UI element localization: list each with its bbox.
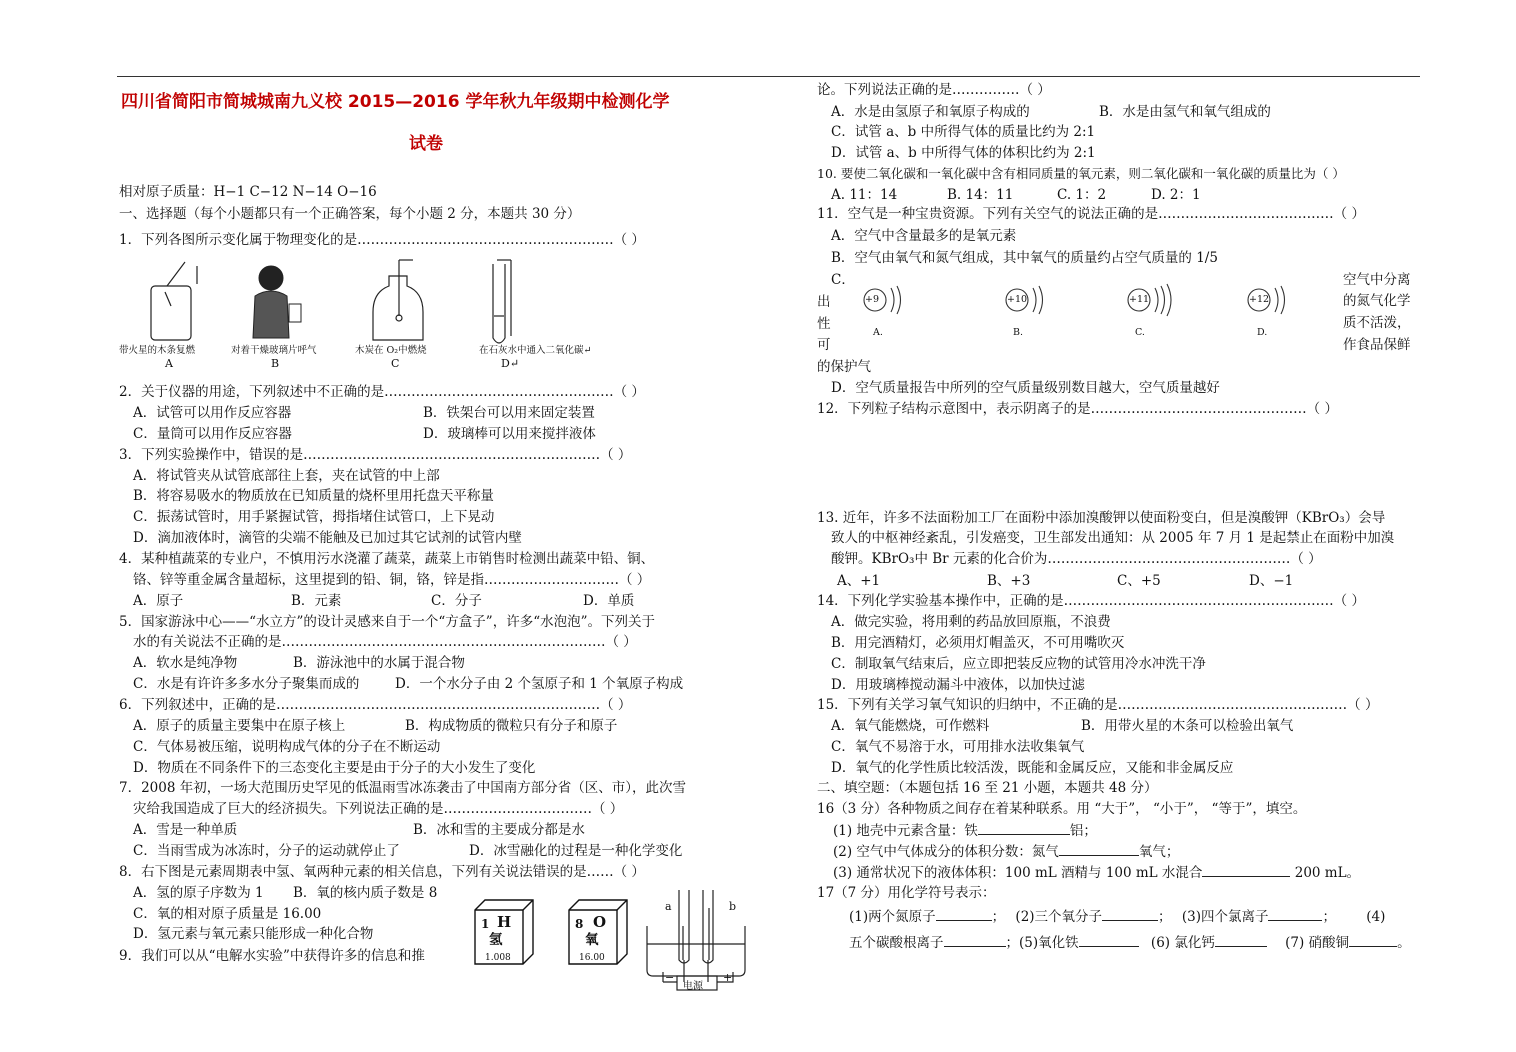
q8-option-c: C．氧的相对原子质量是 16.00 (133, 906, 322, 922)
q11-option-c-right-3: 质不活泼， (1343, 315, 1411, 331)
q3-option-c: C．振荡试管时，用手紧握试管，拇指堵住试管口，上下晃动 (133, 509, 495, 525)
q8-option-a: A．氢的原子序数为 1 (133, 885, 264, 901)
q14-option-c: C．制取氧气结束后，应立即把装反应物的试管用冷水冲洗干净 (831, 656, 1206, 672)
q17-item-6: (6) 氯化钙 (1150, 935, 1215, 951)
q4-option-a: A．原子 (133, 593, 184, 609)
q17-blank-6[interactable] (1215, 934, 1267, 947)
q16-item-3-text: (3) 通常状况下的液体体积：100 mL 酒精与 100 mL 水混合 (833, 865, 1203, 881)
question-11: 11．空气是一种宝贵资源。下列有关空气的说法正确的是…………………………………（ ） (817, 206, 1365, 222)
q11-option-c-left-2: 性 (817, 316, 831, 332)
q13-option-d: D、−1 (1249, 573, 1294, 589)
q11-option-c-right-2: 的氮气化学 (1343, 293, 1411, 309)
q3-option-d: D．滴加液体时，滴管的尖端不能触及已加过其它试剂的试管内壁 (133, 530, 522, 546)
question-12: 12．下列粒子结构示意图中，表示阴离子的是…………………………………………（ ） (817, 401, 1338, 417)
q15-option-c: C．氧气不易溶于水，可用排水法收集氧气 (831, 739, 1085, 755)
q6-option-c: C．气体易被压缩，说明构成气体的分子在不断运动 (133, 739, 441, 755)
q12-particle-diagrams (857, 280, 1307, 342)
question-13-line1: 13. 近年，许多不法面粉加工厂在面粉中添加溴酸钾以使面粉变白，但是溴酸钾（KBrO₃）会导 (817, 510, 1386, 526)
particle-a-label: A. (873, 327, 883, 338)
q7-option-a: A．雪是一种单质 (133, 822, 238, 838)
question-15: 15．下列有关学习氧气知识的归纳中，不正确的是……………………………………………（ ） (817, 697, 1379, 713)
particle-c-label: C. (1135, 327, 1145, 338)
q2-option-d: D．玻璃棒可以用来搅拌液体 (423, 426, 596, 442)
q17-line-2 (849, 934, 1411, 951)
q11-option-b: B．空气由氧气和氮气组成，其中氧气的质量约占空气质量的 1/5 (831, 250, 1218, 266)
o-mass: 16.00 (579, 953, 605, 963)
question-4-line1: 4．某种植蔬菜的专业户，不慎用污水浇灌了蔬菜，蔬菜上市销售时检测出蔬菜中铅、铜、 (119, 551, 655, 567)
page-title-line2: 试卷 (409, 134, 443, 154)
q11-option-c-left-1: 出 (817, 294, 831, 310)
question-10: 10. 要使二氧化碳和一氧化碳中含有相同质量的氧元素，则二氧化碳和一氧化碳的质量比为（ ） (817, 166, 1345, 181)
q5-option-b: B．游泳池中的水属于混合物 (293, 655, 465, 671)
q3-option-b: B．将容易吸水的物质放在已知质量的烧杯里用托盘天平称量 (133, 488, 494, 504)
q15-option-a: A．氧气能燃烧，可作燃料 (831, 718, 990, 734)
particle-a-nucleus: +9 (865, 294, 880, 305)
q14-option-a: A．做完实验，将用剩的药品放回原瓶，不浪费 (831, 614, 1111, 630)
power-plus: + (723, 971, 733, 984)
question-3: 3．下列实验操作中，错误的是…………………………………………………………（ ） (119, 447, 632, 463)
q17-blank-2[interactable] (1102, 908, 1158, 921)
q2-option-c: C．量筒可以用作反应容器 (133, 426, 292, 442)
q2-option-b: B．铁架台可以用来固定装置 (423, 405, 595, 421)
tube-a-label: a (665, 900, 672, 913)
q13-option-a: A、+1 (837, 573, 881, 589)
q17-blank-4[interactable] (944, 934, 1006, 947)
question-14: 14．下列化学实验基本操作中，正确的是……………………………………………………（ ） (817, 593, 1365, 609)
section-1-heading: 一、选择题（每个小题都只有一个正确答案，每个小题 2 分，本题共 30 分） (119, 206, 581, 222)
power-label: 电源 (683, 981, 703, 992)
q11-option-c-right-1: 空气中分离 (1343, 272, 1411, 288)
question-9-cont: 论。下列说法正确的是……………（ ） (817, 82, 1051, 98)
q17-item-2: (2)三个氧分子 (1015, 909, 1103, 925)
q6-option-a: A．原子的质量主要集中在原子核上 (133, 718, 346, 734)
q17-blank-3[interactable] (1268, 908, 1322, 921)
q16-blank-2[interactable] (1059, 843, 1139, 856)
q17-item-4b: 五个碳酸根离子 (849, 935, 944, 951)
q8-option-b: B．氧的核内质子数是 8 (293, 885, 438, 901)
q16-item-2 (833, 843, 1179, 860)
q4-option-c: C．分子 (431, 593, 482, 609)
q14-option-d: D．用玻璃棒搅动漏斗中液体，以加快过滤 (831, 677, 1085, 693)
q14-option-b: B．用完酒精灯，必须用灯帽盖灭，不可用嘴吹灭 (831, 635, 1125, 651)
q1-caption-b: 对着干燥玻璃片呼气 (231, 345, 317, 356)
q1-label-c: C (391, 357, 400, 370)
q10-option-a: A. 11：14 (831, 187, 898, 203)
h-name: 氢 (489, 932, 503, 948)
particle-c-nucleus: +11 (1129, 294, 1150, 305)
q17-item-5: (5)氧化铁 (1019, 935, 1079, 951)
q17-sep-1: ； (991, 909, 1006, 925)
q13-option-b: B、+3 (987, 573, 1031, 589)
power-minus: − (665, 971, 675, 984)
q1-label-b: B (271, 357, 280, 370)
o-name: 氧 (585, 932, 599, 948)
question-2: 2．关于仪器的用途，下列叙述中不正确的是……………………………………………（ ） (119, 384, 645, 400)
q11-option-d: D．空气质量报告中所列的空气质量级别数目越大，空气质量越好 (831, 380, 1220, 396)
q5-option-a: A．软水是纯净物 (133, 655, 238, 671)
q6-option-d: D．物质在不同条件下的三态变化主要是由于分子的大小发生了变化 (133, 760, 536, 776)
q16-item-3-end: 200 mL。 (1294, 865, 1361, 881)
question-16: 16（3 分）各种物质之间存在着某种联系。用 “大于”， “小于”， “等于”，填空。 (817, 801, 1307, 817)
q5-option-c: C．水是有许许多多水分子聚集而成的 (133, 676, 360, 692)
q9-option-d: D．试管 a、b 中所得气体的体积比约为 2:1 (831, 145, 1096, 161)
q16-blank-1[interactable] (978, 822, 1070, 835)
question-9: 9．我们可以从“电解水实验”中获得许多的信息和推 (119, 948, 425, 964)
q7-option-c: C．当雨雪成为冰冻时，分子的运动就停止了 (133, 843, 400, 859)
question-13-line2: 致人的中枢神经紊乱，引发癌变，卫生部发出通知：从 2005 年 7 月 1 是起禁止在面粉中加溴 (831, 530, 1395, 546)
q3-option-a: A．将试管夹从试管底部往上套，夹在试管的中上部 (133, 468, 440, 484)
question-6: 6．下列叙述中，正确的是………………………………………………………………（ ） (119, 697, 632, 713)
q1-label-d: D↵ (501, 357, 520, 370)
q17-sep-2: ； (1158, 909, 1172, 925)
question-8: 8．右下图是元素周期表中氢、氧两种元素的相关信息，下列有关说法错误的是……（ ） (119, 864, 645, 880)
q1-caption-c: 木炭在 O₂中燃烧 (355, 345, 427, 356)
question-7-line2: 灾给我国造成了巨大的经济损失。下列说法正确的是……………………………（ ） (133, 801, 624, 817)
q16-item-3 (833, 864, 1360, 881)
q13-option-c: C、+5 (1117, 573, 1161, 589)
o-atomic-number: 8 (575, 917, 584, 931)
q4-option-b: B．元素 (291, 593, 342, 609)
q9-option-b: B．水是由氢气和氧气组成的 (1099, 104, 1271, 120)
question-4-line2: 铬、锌等重金属含量超标，这里提到的铅、铜，铬，锌是指…………………………（ ） (133, 572, 651, 588)
question-1: 1．下列各图所示变化属于物理变化的是…………………………………………………（ ） (119, 232, 645, 248)
q2-option-a: A．试管可以用作反应容器 (133, 405, 292, 421)
q17-item-4: (4) (1366, 909, 1386, 925)
q1-label-a: A (165, 357, 173, 370)
q9-option-c: C．试管 a、b 中所得气体的质量比约为 2:1 (831, 124, 1096, 140)
h-symbol: H (497, 913, 512, 931)
q11-option-a: A．空气中含量最多的是氧元素 (831, 228, 1017, 244)
tube-b-label: b (729, 900, 737, 913)
question-5-line1: 5．国家游泳中心——“水立方”的设计灵感来自于一个“方盒子”，许多“水泡泡”。下列关于 (119, 614, 655, 630)
q16-item-1 (833, 822, 1097, 839)
particle-b-label: B. (1013, 327, 1024, 338)
q17-item-7: (7) 硝酸铜 (1285, 935, 1350, 951)
q11-option-c-end: 的保护气 (817, 359, 871, 375)
q10-option-d: D. 2：1 (1151, 187, 1201, 203)
question-7-line1: 7．2008 年初，一场大范围历史罕见的低温雨雪冰冻袭击了中国南方部分省（区、市），此次雪 (119, 780, 686, 796)
q9-option-a: A．水是由氢原子和氧原子构成的 (831, 104, 1030, 120)
q17-blank-7[interactable] (1349, 934, 1397, 947)
header-rule (117, 76, 1420, 77)
q11-option-c-right-4: 作食品保鲜 (1343, 337, 1411, 353)
q11-option-c: C． (831, 272, 855, 288)
question-13-line3: 酸钾。KBrO₃中 Br 元素的化合价为………………………………………………（ ） (831, 551, 1322, 567)
question-17: 17（7 分）用化学符号表示： (817, 885, 996, 901)
q1-fig-c (373, 260, 423, 340)
q17-blank-5[interactable] (1079, 934, 1139, 947)
q17-line-1 (849, 908, 1385, 925)
q17-sep-4: ； (1005, 935, 1019, 951)
q16-item-1-end: 铝； (1069, 823, 1097, 839)
q1-caption-d: 在石灰水中通入二氧化碳↵ (479, 345, 592, 356)
q17-period: 。 (1397, 935, 1411, 951)
q4-option-d: D．单质 (583, 593, 635, 609)
atomic-mass: 相对原子质量：H−1 C−12 N−14 O−16 (119, 184, 377, 200)
q15-option-d: D．氧气的化学性质比较活泼，既能和金属反应，又能和非金属反应 (831, 760, 1234, 776)
q8-option-d: D．氢元素与氧元素只能形成一种化合物 (133, 926, 374, 942)
section-2-heading: 二、填空题：（本题包括 16 至 21 小题，本题共 48 分） (817, 780, 1158, 796)
q1-fig-d (493, 260, 511, 343)
particle-b-nucleus: +10 (1007, 294, 1028, 305)
h-atomic-number: 1 (481, 917, 490, 931)
q10-option-c: C. 1：2 (1057, 187, 1107, 203)
q16-item-1-text: (1) 地壳中元素含量：铁 (833, 823, 978, 839)
q6-option-b: B．构成物质的微粒只有分子和原子 (405, 718, 618, 734)
q7-option-b: B．冰和雪的主要成分都是水 (413, 822, 585, 838)
q15-option-b: B．用带火星的木条可以检验出氧气 (1081, 718, 1294, 734)
q17-blank-1[interactable] (936, 908, 992, 921)
q16-item-2-end: 氧气； (1138, 844, 1180, 860)
particle-d-label: D. (1257, 327, 1268, 338)
q11-option-c-left-3: 可 (817, 337, 831, 353)
q1-fig-a (151, 262, 197, 340)
q1-figures (137, 256, 537, 370)
q17-sep-3: ； (1322, 909, 1336, 925)
q17-item-1: (1)两个氮原子 (849, 909, 936, 925)
q1-caption-a: 带火星的木条复燃 (119, 345, 196, 356)
o-symbol: O (593, 913, 607, 931)
q16-blank-3[interactable] (1202, 864, 1290, 877)
question-5-line2: 水的有关说法不正确的是………………………………………………………………（ ） (133, 634, 637, 650)
q7-option-d: D．冰雪融化的过程是一种化学变化 (469, 843, 683, 859)
q5-option-d: D．一个水分子由 2 个氢原子和 1 个氧原子构成 (395, 676, 684, 692)
q1-fig-b (253, 266, 301, 338)
q10-option-b: B. 14：11 (947, 187, 1014, 203)
particle-d-nucleus: +12 (1249, 294, 1270, 305)
q17-item-3: (3)四个氯离子 (1181, 909, 1269, 925)
h-mass: 1.008 (485, 953, 511, 963)
q16-item-2-text: (2) 空气中气体成分的体积分数：氮气 (833, 844, 1059, 860)
page-title: 四川省简阳市简城城南九义校 2015—2016 学年秋九年级期中检测化学 (121, 92, 670, 112)
